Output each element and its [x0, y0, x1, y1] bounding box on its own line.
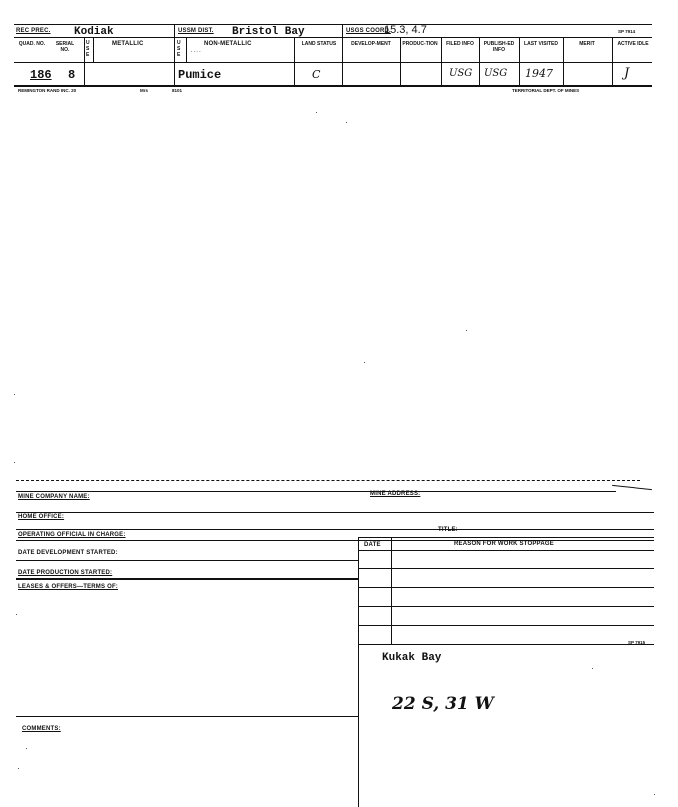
front-form-number: SP 7914 [618, 29, 636, 34]
production-label: PRODUC-TION [402, 41, 438, 47]
comments-label: COMMENTS: [22, 726, 61, 732]
scan-speck [18, 768, 19, 769]
printer-credit: REMINGTON RAND INC. 20 [18, 88, 77, 93]
land-status-label: LAND STATUS [301, 41, 337, 47]
scan-speck [592, 668, 593, 669]
reason-column-label: REASON FOR WORK STOPPAGE [454, 541, 554, 547]
serial-no-label: SERIAL NO. [55, 41, 75, 53]
usgs-coord-label: USGS COORD. [346, 28, 391, 34]
department-credit: TERRITORIAL DEPT. OF MINES [512, 88, 580, 93]
leases-label: LEASES & OFFERS—TERMS OF: [18, 584, 119, 590]
quad-value: 186 [30, 68, 52, 82]
scan-speck [316, 112, 317, 113]
use-dots: · · · · [191, 49, 201, 54]
development-label: DEVELOP-MENT [351, 41, 391, 47]
active-idle-label: ACTIVE IDLE [617, 41, 649, 47]
quad-no-label: QUAD. NO. [18, 41, 46, 47]
scan-speck [14, 394, 15, 395]
rec-prec-label: REC PREC. [16, 28, 51, 34]
metallic-label: METALLIC [112, 41, 144, 47]
location-name: Kukak Bay [382, 652, 442, 664]
last-visited-value: 1947 [525, 67, 553, 80]
operating-official-label: OPERATING OFFICIAL IN CHARGE: [18, 532, 126, 538]
land-status-value: C [312, 68, 321, 81]
township-range: 22 S, 31 W [392, 694, 494, 714]
scan-speck [14, 462, 15, 463]
code-a: Mrs [140, 88, 149, 93]
active-idle-value: J [624, 66, 630, 81]
use-right-label: U S E [177, 40, 181, 58]
serial-value: 8 [68, 68, 76, 82]
filed-info-label: FILED INFO [446, 41, 474, 47]
published-info-value: USG [484, 68, 508, 79]
code-b: 8101 [172, 88, 183, 93]
scan-speck [364, 362, 365, 363]
scan-speck [26, 748, 27, 749]
ussm-dist-value: Bristol Bay [232, 26, 305, 38]
merit-label: MERIT [579, 41, 595, 47]
non-metallic-label: NON-METALLIC [204, 41, 252, 47]
last-visited-label: LAST VISITED [524, 41, 558, 47]
mine-company-label: MINE COMPANY NAME: [18, 494, 90, 500]
dev-started-label: DATE DEVELOPMENT STARTED: [18, 550, 118, 556]
filed-info-value: USG [449, 68, 473, 79]
scan-speck [654, 794, 655, 795]
ussm-dist-label: USSM DIST. [178, 28, 214, 34]
back-form-number: SP 7915 [628, 640, 646, 645]
usgs-coord-value: 15.3, 4.7 [384, 24, 427, 36]
home-office-label: HOME OFFICE: [18, 514, 65, 520]
title-label: TITLE: [438, 527, 458, 533]
rec-prec-value: Kodiak [74, 26, 114, 38]
published-info-label: PUBLISH-ED INFO [483, 41, 515, 53]
non-metallic-value: Pumice [178, 68, 222, 82]
scan-speck [16, 614, 17, 615]
scan-speck [346, 122, 347, 123]
prod-started-label: DATE PRODUCTION STARTED: [18, 570, 113, 576]
date-column-label: DATE [364, 542, 381, 548]
use-left-label: U S E [86, 40, 90, 58]
mine-address-label: MINE ADDRESS: [370, 491, 421, 497]
scan-speck [466, 330, 467, 331]
